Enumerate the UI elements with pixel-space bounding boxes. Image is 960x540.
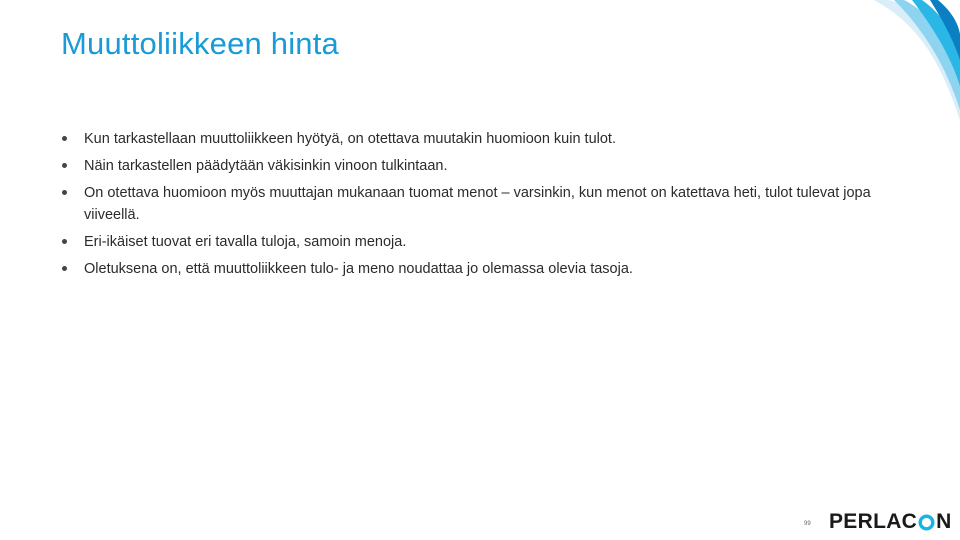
- page-number: 99: [804, 521, 811, 527]
- logo-ring-icon: [918, 514, 935, 531]
- bullet-item: [62, 128, 922, 150]
- bullet-item: [62, 231, 922, 253]
- bullet-text: Eri-ikäiset tuovat eri tavalla tuloja, samoin menoja.: [84, 234, 407, 250]
- bullet-text: Oletuksena on, että muuttoliikkeen tulo- ja meno noudattaa jo olemassa olevia tasoja.: [84, 261, 633, 277]
- slide-title: Muuttoliikkeen hinta: [61, 26, 339, 61]
- corner-swoosh-decoration: [840, 0, 960, 120]
- bullet-item: [62, 155, 922, 177]
- bullet-dot-icon: [62, 163, 67, 168]
- perlacon-logo: [829, 510, 952, 534]
- bullet-text: Näin tarkastellen päädytään väkisinkin vinoon tulkintaan.: [84, 158, 448, 174]
- bullet-dot-icon: [62, 190, 67, 195]
- logo-text-last-letter: N: [936, 510, 952, 533]
- bullet-list: [62, 128, 922, 280]
- bullet-item: [62, 182, 922, 226]
- bullet-dot-icon: [62, 239, 67, 244]
- logo-text: PERLAC: [829, 510, 918, 533]
- bullet-text: Kun tarkastellaan muuttoliikkeen hyötyä, on otettava muutakin huomioon kuin tulot.: [84, 131, 616, 147]
- bullet-item: [62, 258, 922, 280]
- bullet-text: On otettava huomioon myös muuttajan mukanaan tuomat menot – varsinkin, kun menot on katettava heti, tulot tulevat jopa viiveellä.: [84, 185, 871, 223]
- bullet-dot-icon: [62, 266, 67, 271]
- bullet-dot-icon: [62, 136, 67, 141]
